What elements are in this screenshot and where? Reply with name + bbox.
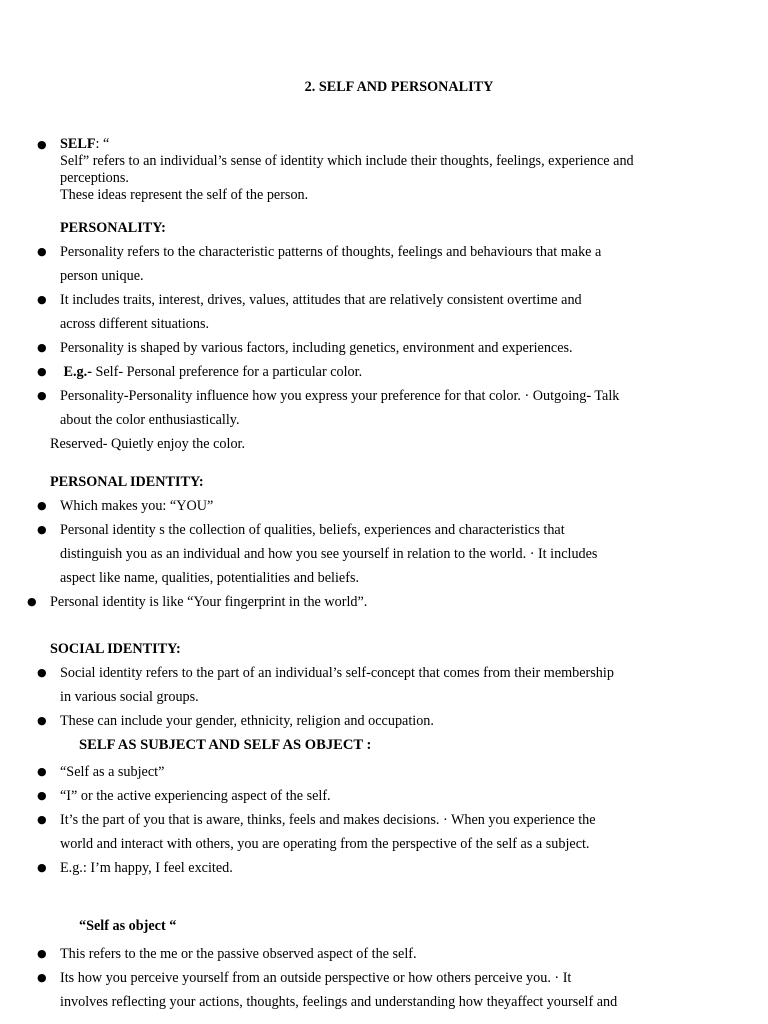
item-line: Personal identity is like “Your fingerprint in the world”. [50, 594, 368, 610]
list-item [0, 760, 768, 784]
list-item [0, 856, 768, 880]
list-item [0, 384, 768, 432]
bullet-icon: ● [37, 138, 47, 151]
self-heading: SELF [60, 136, 96, 152]
item-line: aspect like name, qualities, potentialities and beliefs. [60, 570, 360, 586]
personality-heading: PERSONALITY: [60, 220, 166, 236]
item-line: involves reflecting your actions, thoughts, feelings and understanding how theyaffect yourself and [60, 994, 618, 1010]
item-line: Personal identity s the collection of qualities, beliefs, experiences and characteristics that [60, 522, 565, 538]
item-line: distinguish you as an individual and how you see yourself in relation to the world. · It includes [60, 546, 598, 562]
list-item [0, 709, 768, 733]
self-line: These ideas represent the self of the person. [60, 187, 309, 203]
bullet-icon: ● [37, 666, 47, 679]
bullet-icon: ● [37, 365, 47, 378]
item-line: Personality is shaped by various factors, including genetics, environment and experiences. [60, 340, 573, 356]
bullet-icon: ● [37, 341, 47, 354]
item-line: E.g.: I’m happy, I feel excited. [60, 860, 233, 876]
list-item [0, 661, 768, 709]
bullet-icon: ● [37, 499, 47, 512]
example-label: E.g.- [63, 364, 92, 380]
self-line: perceptions. [60, 170, 129, 186]
list-item [0, 808, 768, 856]
item-line: in various social groups. [60, 689, 199, 705]
bullet-icon: ● [37, 861, 47, 874]
bullet-icon: ● [37, 813, 47, 826]
item-line: It’s the part of you that is aware, thinks, feels and makes decisions. · When you experience the [60, 812, 596, 828]
list-item [0, 590, 768, 614]
list-item [0, 240, 768, 288]
item-line: world and interact with others, you are operating from the perspective of the self as a subject. [60, 836, 590, 852]
list-item [0, 784, 768, 808]
self-section [0, 136, 768, 204]
list-item [0, 336, 768, 360]
item-line: Which makes you: “YOU” [60, 498, 214, 514]
list-item [0, 288, 768, 336]
self-subject-list [0, 760, 768, 880]
social-identity-heading: SOCIAL IDENTITY: [50, 641, 181, 657]
self-subject-section [0, 733, 768, 757]
list-item [0, 942, 768, 966]
self-object-heading: “Self as object “ [79, 918, 177, 934]
self-subject-heading: SELF AS SUBJECT AND SELF AS OBJECT : [79, 737, 372, 753]
list-item [0, 136, 768, 204]
item-line: about the color enthusiastically. [60, 412, 240, 428]
item-line: This refers to the me or the passive observed aspect of the self. [60, 946, 417, 962]
bullet-icon: ● [37, 765, 47, 778]
bullet-icon: ● [37, 293, 47, 306]
item-line: “I” or the active experiencing aspect of the self. [60, 788, 331, 804]
page-title: 2. SELF AND PERSONALITY [304, 79, 494, 95]
list-item [0, 966, 768, 1014]
personality-section [0, 216, 768, 456]
bullet-icon: ● [37, 245, 47, 258]
bullet-icon: ● [27, 595, 37, 608]
self-object-list [0, 942, 768, 1014]
bullet-icon: ● [37, 947, 47, 960]
item-line: Its how you perceive yourself from an outside perspective or how others perceive you. · It [60, 970, 572, 986]
list-item [0, 518, 768, 590]
item-line: Personality refers to the characteristic patterns of thoughts, feelings and behaviours that make a [60, 244, 602, 260]
bullet-icon: ● [37, 971, 47, 984]
personal-identity-section [0, 470, 768, 614]
personal-identity-heading: PERSONAL IDENTITY: [50, 474, 204, 490]
self-line: Self” refers to an individual’s sense of identity which include their thoughts, feelings, experience and [60, 153, 634, 169]
item-line: Social identity refers to the part of an individual’s self-concept that comes from their membership [60, 665, 614, 681]
bullet-icon: ● [37, 789, 47, 802]
bullet-icon: ● [37, 523, 47, 536]
item-line: Personality-Personality influence how you express your preference for that color. · Outgoing- Talk [60, 388, 620, 404]
bullet-icon: ● [37, 389, 47, 402]
item-line: These can include your gender, ethnicity, religion and occupation. [60, 713, 434, 729]
bullet-icon: ● [37, 714, 47, 727]
example-text: Self- Personal preference for a particular color. [91, 364, 363, 380]
item-line: person unique. [60, 268, 144, 284]
self-heading-tail: : “ [95, 136, 110, 152]
reserved-line: Reserved- Quietly enjoy the color. [50, 436, 246, 452]
item-line: “Self as a subject” [60, 764, 165, 780]
self-object-section [0, 914, 768, 938]
social-identity-section [0, 637, 768, 733]
item-line: across different situations. [60, 316, 210, 332]
list-item [0, 360, 768, 384]
list-item [0, 494, 768, 518]
item-line: It includes traits, interest, drives, values, attitudes that are relatively consistent overtime and [60, 292, 582, 308]
